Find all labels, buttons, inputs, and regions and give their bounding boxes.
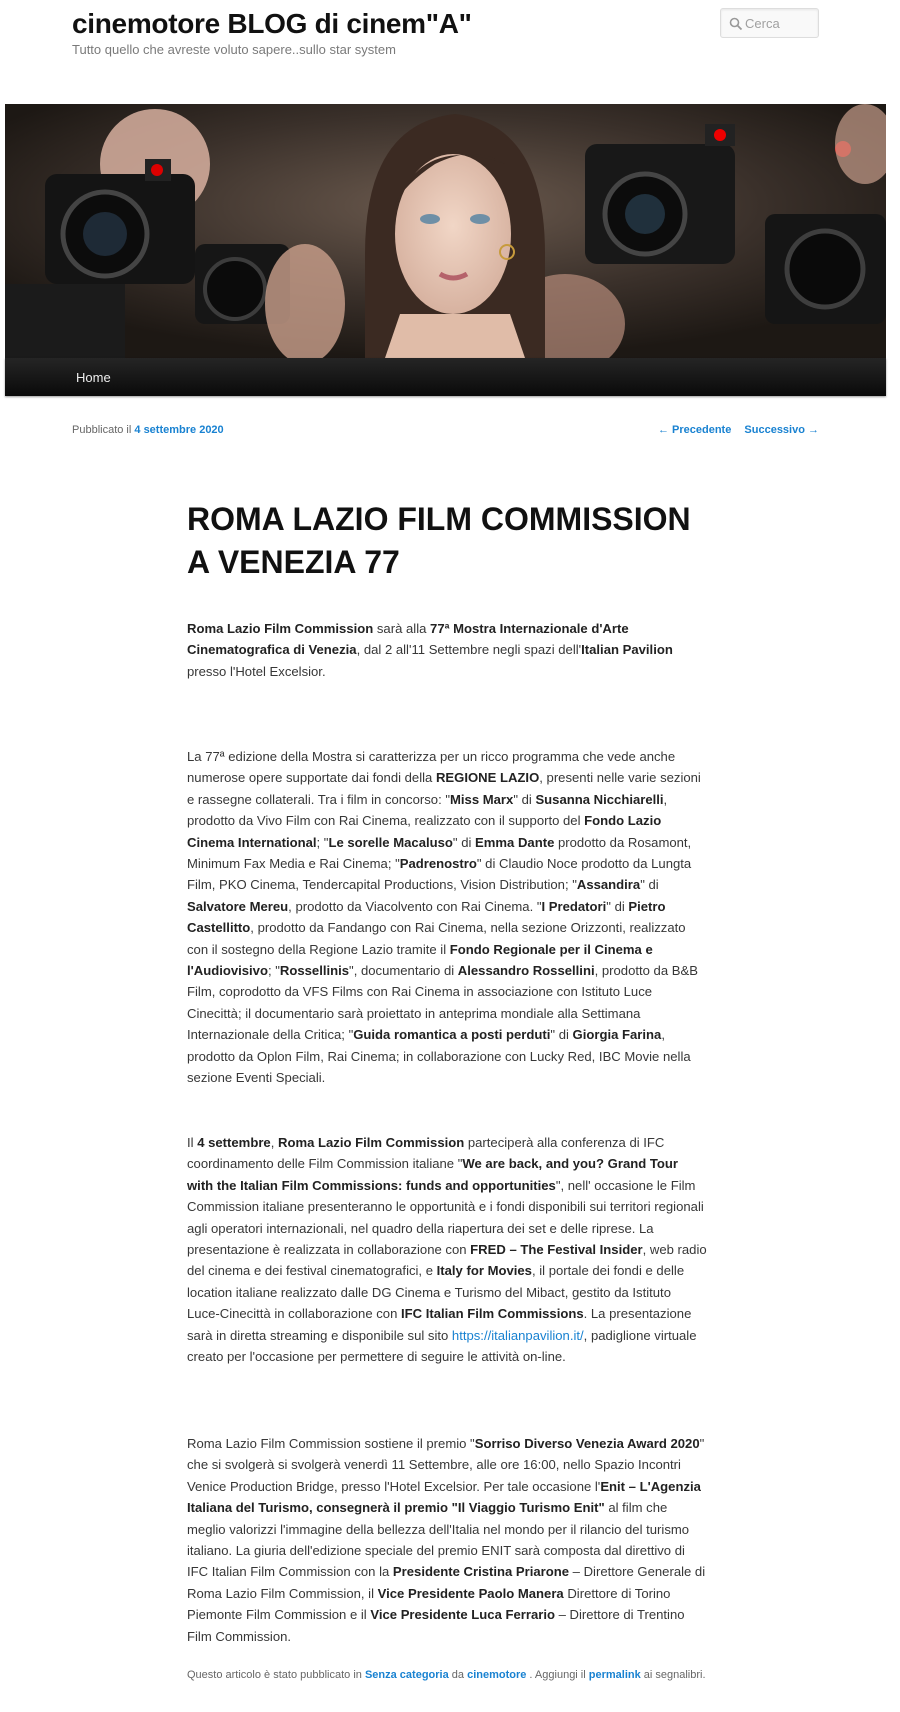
italian-pavilion-link[interactable]: https://italianpavilion.it/ [451,1327,584,1343]
published-date-link[interactable]: 4 settembre 2020 [134,424,224,436]
main-navigation [5,358,886,396]
site-header [0,0,900,100]
author-link[interactable]: cinemotore [467,1669,527,1681]
post-navigation [648,424,819,436]
header-banner-image [5,104,886,358]
site-title[interactable]: cinemotore BLOG di cinem"A" [72,8,472,39]
published-prefix: Pubblicato il [72,424,132,436]
search-icon [729,17,743,31]
search-box[interactable] [720,8,819,38]
entry-title: ROMA LAZIO FILM COMMISSION A VENEZIA 77 [187,501,691,580]
nav-item-home[interactable]: Home [76,370,111,385]
entry-meta [72,424,224,436]
previous-post-link[interactable]: ← Precedente [657,424,732,436]
article-paragraph: Il 4 settembre, Roma Lazio Film Commission parteciperà alla conferenza di IFC coordinamento delle Film Commission italiane "We are back, and you? Grand Tour with the Italian Film Commissions: funds and opportunities", nell' occasione le Film Commission italiane presenteranno le opportunità e i fondi disponibili sui territori regionali agli operatori internazionali, nel quadro della riapertura dei set e delle riprese. La presentazione è realizzata in collaborazione con FRED – The Festival Insider, web radio del cinema e dei festival cinematografici, e Italy for Movies, il portale dei fondi e delle location italiane realizzato dalle DG Cinema e Turismo del Mibact, gestito da Istituto Luce-Cinecittà in collaborazione con IFC Italian Film Commissions. La presentazione sarà in diretta streaming e disponibile sul sito https://italianpavilion.it/, padiglione virtuale creato per l'occasione per permettere di seguire le attività on-line. [187,1135,707,1365]
article-paragraph: Roma Lazio Film Commission sarà alla 77ª Mostra Internazionale d'Arte Cinematografica di Venezia, dal 2 all'11 Settembre negli spazi dell'Italian Pavilion presso l'Hotel Excelsior. [187,621,673,679]
site-description: Tutto quello che avreste voluto sapere..sullo star system [72,42,396,57]
article-paragraph: La 77ª edizione della Mostra si caratterizza per un ricco programma che vede anche numerose opere supportate dai fondi della REGIONE LAZIO, presenti nelle varie sezioni e rassegne collaterali. Tra i film in concorso: "Miss Marx" di Susanna Nicchiarelli, prodotto da Vivo Film con Rai Cinema, realizzato con il supporto del Fondo Lazio Cinema International; "Le sorelle Macaluso" di Emma Dante prodotto da Rosamont, Minimum Fax Media e Rai Cinema; "Padrenostro" di Claudio Noce prodotto da Lungta Film, PKO Cinema, Tendercapital Productions, Vision Distribution; "Assandira" di Salvatore Mereu, prodotto da Viacolvento con Rai Cinema. "I Predatori" di Pietro Castellitto, prodotto da Fandango con Rai Cinema, nella sezione Orizzonti, realizzato con il sostegno della Regione Lazio tramite il Fondo Regionale per il Cinema e l'Audiovisivo; "Rossellinis", documentario di Alessandro Rossellini, prodotto da B&B Film, coprodotto da VFS Films con Rai Cinema in associazione con Istituto Luce Cinecittà; il documentario sarà proiettato in anteprima mondiale alla Settimana Internazionale della Critica; "Guida romantica a posti perduti" di Giorgia Farina, prodotto da Oplon Film, Rai Cinema; in collaborazione con Lucky Red, IBC Movie nella sezione Eventi Speciali. [187,749,701,1086]
next-post-link[interactable]: Successivo → [744,424,819,436]
search-input[interactable] [745,14,815,32]
article-paragraph: Roma Lazio Film Commission sostiene il premio "Sorriso Diverso Venezia Award 2020" che si svolgerà si svolgerà venerdì 11 Settembre, alle ore 16:00, nello Spazio Incontri Venice Production Bridge, presso l'Hotel Excelsior. Per tale occasione l'Enit – L'Agenzia Italiana del Turismo, consegnerà il premio "Il Viaggio Turismo Enit" al film che meglio valorizzi l'immagine della bellezza dell'Italia nel mondo per il rilancio del turismo italiano. La giuria dell'edizione speciale del premio ENIT sarà composta dal direttivo di IFC Italian Film Commission con la Presidente Cristina Priarone – Direttore Generale di Roma Lazio Film Commission, il Vice Presidente Paolo Manera Direttore di Torino Piemonte Film Commission e il Vice Presidente Luca Ferrario – Direttore di Trentino Film Commission. [187,1436,706,1644]
category-link[interactable]: Senza categoria [364,1669,449,1681]
permalink-link[interactable]: permalink [588,1669,641,1681]
entry-footer: Questo articolo è stato pubblicato in Senza categoria da cinemotore . Aggiungi il permalink ai segnalibri. [187,1669,706,1681]
